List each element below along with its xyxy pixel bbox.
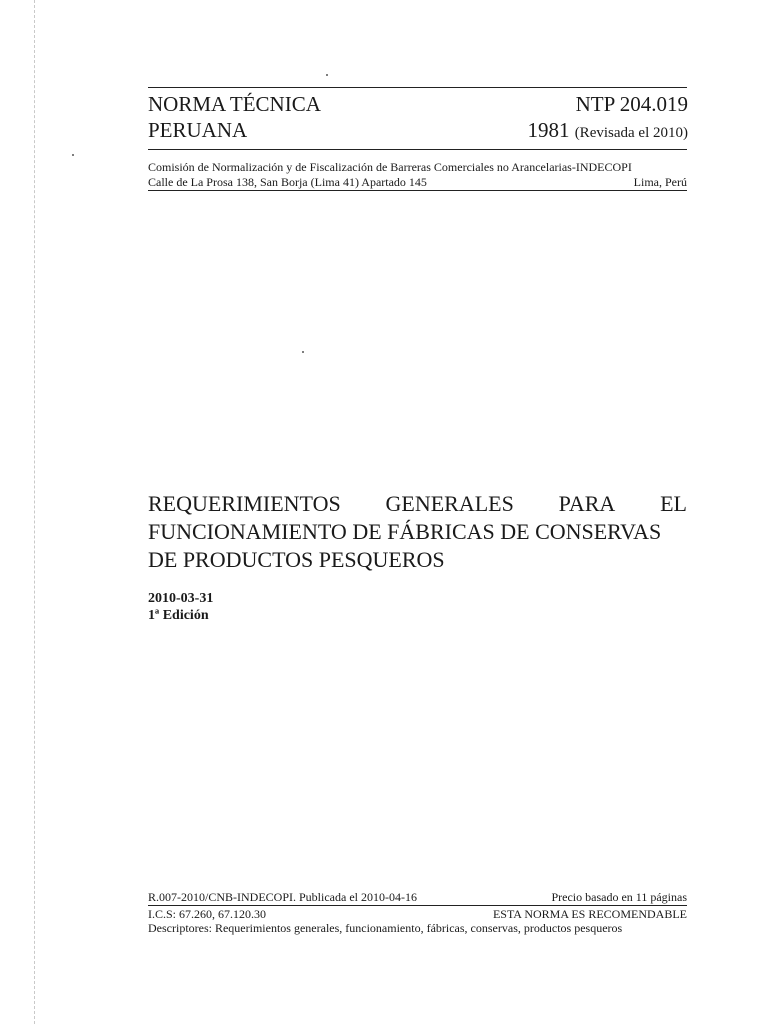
edition-date: 2010-03-31 bbox=[148, 591, 214, 606]
footer-row-ics bbox=[148, 907, 687, 921]
header-top-rule bbox=[148, 87, 687, 88]
footer-row-resolution bbox=[148, 890, 687, 904]
title-word: EL bbox=[660, 491, 687, 516]
footer-row-descriptors bbox=[148, 921, 687, 935]
standard-type-line1: NORMA TÉCNICA bbox=[148, 92, 321, 116]
price-text: Precio basado en 11 páginas bbox=[551, 890, 687, 904]
title-line-3: DE PRODUCTOS PESQUEROS bbox=[148, 547, 445, 572]
city: Lima, Perú bbox=[633, 175, 687, 189]
title-word: REQUERIMIENTOS bbox=[148, 491, 341, 516]
standard-code-block bbox=[527, 91, 688, 146]
ics-text: I.C.S: 67.260, 67.120.30 bbox=[148, 907, 267, 921]
standard-type-heading bbox=[148, 91, 321, 143]
standard-code: NTP 204.019 bbox=[575, 92, 688, 116]
title-line-1 bbox=[148, 490, 687, 518]
footer-rule bbox=[148, 905, 687, 906]
title-word: PARA bbox=[558, 491, 616, 516]
scan-speck bbox=[302, 351, 304, 353]
standard-year-line bbox=[527, 117, 688, 146]
recommendation-text: ESTA NORMA ES RECOMENDABLE bbox=[492, 907, 687, 921]
commission-name: Comisión de Normalización y de Fiscalización de Barreras Comerciales no Arancelarias-INDECOPI bbox=[148, 160, 632, 174]
address-line bbox=[148, 175, 687, 191]
descriptors-text: Descriptores: Requerimientos generales, funcionamiento, fábricas, conservas, productos pesqueros bbox=[148, 921, 623, 935]
standard-revision: (Revisada el 2010) bbox=[574, 125, 688, 141]
address: Calle de La Prosa 138, San Borja (Lima 41) Apartado 145 bbox=[148, 175, 427, 189]
standard-year: 1981 bbox=[527, 118, 570, 142]
header-bottom-rule bbox=[148, 149, 687, 150]
edition-label: 1ª Edición bbox=[148, 608, 209, 623]
scan-speck bbox=[72, 154, 74, 156]
title-word: GENERALES bbox=[385, 491, 514, 516]
scan-speck bbox=[326, 74, 328, 76]
address-rule bbox=[148, 190, 687, 191]
resolution-text: R.007-2010/CNB-INDECOPI. Publicada el 2010-04-16 bbox=[148, 890, 417, 904]
standard-type-line2: PERUANA bbox=[148, 118, 248, 142]
scan-edge-line bbox=[34, 0, 35, 1024]
document-title bbox=[148, 490, 687, 574]
title-line-2: FUNCIONAMIENTO DE FÁBRICAS DE CONSERVAS bbox=[148, 519, 662, 544]
